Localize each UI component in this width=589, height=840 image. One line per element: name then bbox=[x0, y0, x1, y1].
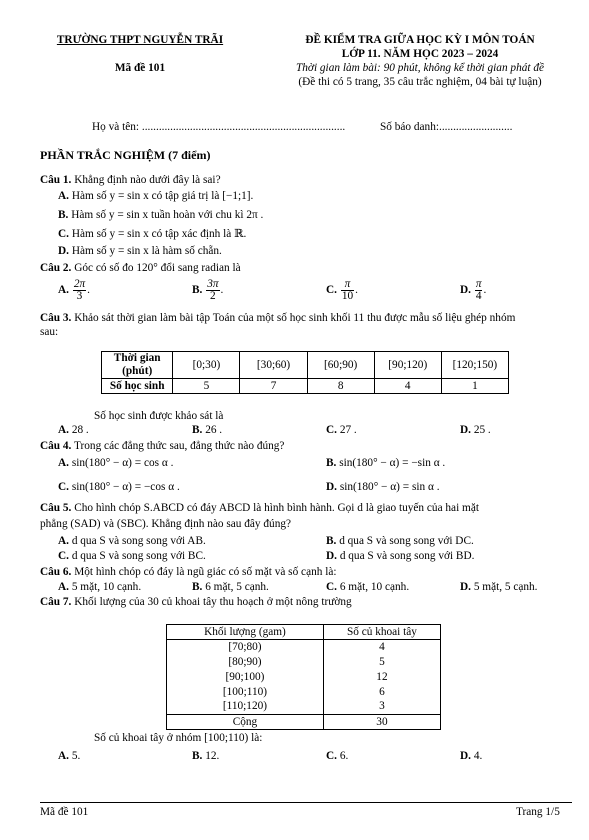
q5-option-a: A. d qua S và song song với AB. bbox=[58, 535, 206, 547]
q7-count-cell: 4 bbox=[323, 640, 440, 655]
q7-weight-cell: [70;80) bbox=[167, 640, 324, 655]
q7-weight-cell: [90;100) bbox=[167, 670, 324, 685]
section-title: PHẦN TRẮC NGHIỆM (7 điểm) bbox=[40, 148, 211, 162]
q3-group: [60;90) bbox=[307, 352, 374, 379]
q4-option-d: D. sin(180° − α) = sin α . bbox=[326, 481, 440, 493]
student-name-field: Họ và tên: ........................................................................ bbox=[92, 121, 346, 133]
q7-weight-cell: [110;120) bbox=[167, 700, 324, 715]
question-5-cont: phẳng (SAD) và (SBC). Khẳng định nào sau đây đúng? bbox=[40, 518, 292, 530]
student-id-field: Số báo danh:.......................... bbox=[380, 121, 513, 133]
q3-group: [90;120) bbox=[374, 352, 441, 379]
q7-count-cell: 3 bbox=[323, 700, 440, 715]
q3-option-b: B. 26 . bbox=[192, 424, 223, 436]
class-year: LỚP 11. NĂM HỌC 2023 – 2024 bbox=[341, 48, 499, 60]
exam-code: Mã đề 101 bbox=[114, 62, 166, 74]
q2-option-d: D. $\frac{\pi}{4}$ . bbox=[460, 278, 487, 302]
q7-option-b: B. 12. bbox=[192, 750, 220, 762]
q1-option-a: A. Hàm số y = sin x có tập giá trị là [−1;1]. bbox=[58, 190, 254, 202]
q7-option-a: A. 5. bbox=[58, 750, 81, 762]
question-5: Câu 5. Cho hình chóp S.ABCD có đáy ABCD là hình bình hành. Gọi d là giao tuyến của hai mặt bbox=[40, 502, 479, 514]
q1-option-d: D. Hàm số y = sin x là hàm số chẵn. bbox=[58, 245, 222, 257]
q1-option-b: B. Hàm số y = sin x tuần hoàn với chu kì 2π . bbox=[58, 209, 264, 221]
q7-option-c: C. 6. bbox=[326, 750, 349, 762]
q2-option-a: A. $\frac{2\pi}{3}$ . bbox=[58, 278, 90, 302]
q3-count: 5 bbox=[173, 379, 240, 394]
q5-option-b: B. d qua S và song song với DC. bbox=[326, 535, 474, 547]
q3-header-time: Thời gian (phút) bbox=[102, 352, 173, 379]
q3-group: [30;60) bbox=[240, 352, 307, 379]
q3-option-c: C. 27 . bbox=[326, 424, 357, 436]
q3-count: 4 bbox=[374, 379, 441, 394]
q3-option-d: D. 25 . bbox=[460, 424, 491, 436]
q4-option-c: C. sin(180° − α) = −cos α . bbox=[58, 481, 180, 493]
q3-count: 7 bbox=[240, 379, 307, 394]
q3-table bbox=[101, 351, 509, 394]
q2-option-b: B. $\frac{3\pi}{2}$ . bbox=[192, 278, 224, 302]
q7-table bbox=[166, 624, 441, 730]
q4-option-b: B. sin(180° − α) = −sin α . bbox=[326, 457, 446, 469]
q1-option-c: C. Hàm số y = sin x có tập xác định là ℝ. bbox=[58, 228, 247, 240]
footer-exam-code: Mã đề 101 bbox=[40, 806, 89, 818]
q7-option-d: D. 4. bbox=[460, 750, 483, 762]
question-2: Câu 2. Góc có số đo 120° đổi sang radian là bbox=[40, 262, 241, 274]
pages-note: (Đề thi có 5 trang, 35 câu trắc nghiệm, 04 bài tự luận) bbox=[298, 76, 542, 88]
question-3-cont: sau: bbox=[40, 326, 59, 338]
q5-option-c: C. d qua S và song song với BC. bbox=[58, 550, 206, 562]
q7-header-weight: Khối lượng (gam) bbox=[167, 625, 324, 640]
q6-option-b: B. 6 mặt, 5 cạnh. bbox=[192, 581, 269, 593]
q3-question: Số học sinh được khảo sát là bbox=[94, 410, 224, 422]
q7-weight-cell: [80;90) bbox=[167, 655, 324, 670]
q3-count: 8 bbox=[307, 379, 374, 394]
q3-header-count: Số học sinh bbox=[102, 379, 173, 394]
school-name: TRƯỜNG THPT NGUYỄN TRÃI bbox=[56, 34, 224, 46]
q7-weight-cell: [100;110) bbox=[167, 685, 324, 700]
q7-count-cell: 12 bbox=[323, 670, 440, 685]
footer-page-number: Trang 1/5 bbox=[516, 806, 560, 818]
q7-count-cell: 5 bbox=[323, 655, 440, 670]
q7-total-label: Cộng bbox=[167, 715, 324, 730]
time-note: Thời gian làm bài: 90 phút, không kể thời gian phát đề bbox=[295, 62, 545, 74]
question-4: Câu 4. Trong các đẳng thức sau, đẳng thức nào đúng? bbox=[40, 440, 285, 452]
q3-group: [0;30) bbox=[173, 352, 240, 379]
q5-option-d: D. d qua S và song song với BD. bbox=[326, 550, 475, 562]
footer-divider bbox=[40, 802, 572, 803]
q4-option-a: A. sin(180° − α) = cos α . bbox=[58, 457, 174, 469]
q6-option-a: A. 5 mặt, 10 cạnh. bbox=[58, 581, 142, 593]
question-6: Câu 6. Một hình chóp có đáy là ngũ giác có số mặt và số cạnh là: bbox=[40, 566, 337, 578]
question-1: Câu 1. Khẳng định nào dưới đây là sai? bbox=[40, 174, 221, 186]
question-7: Câu 7. Khối lượng của 30 củ khoai tây thu hoạch ở một nông trường bbox=[40, 596, 352, 608]
q6-option-c: C. 6 mặt, 10 cạnh. bbox=[326, 581, 410, 593]
q7-total-value: 30 bbox=[323, 715, 440, 730]
q7-question: Số củ khoai tây ở nhóm [100;110) là: bbox=[94, 732, 263, 744]
q7-header-count: Số củ khoai tây bbox=[323, 625, 440, 640]
q3-option-a: A. 28 . bbox=[58, 424, 89, 436]
q2-option-c: C. $\frac{\pi}{10}$ . bbox=[326, 278, 358, 302]
exam-title: ĐỀ KIỂM TRA GIỮA HỌC KỲ I MÔN TOÁN bbox=[305, 34, 535, 46]
question-3: Câu 3. Khảo sát thời gian làm bài tập Toán của một số học sinh khối 11 thu được mẫu số liệu ghép nhóm bbox=[40, 312, 516, 324]
q6-option-d: D. 5 mặt, 5 cạnh. bbox=[460, 581, 538, 593]
q3-count: 1 bbox=[441, 379, 508, 394]
q7-count-cell: 6 bbox=[323, 685, 440, 700]
q3-group: [120;150) bbox=[441, 352, 508, 379]
